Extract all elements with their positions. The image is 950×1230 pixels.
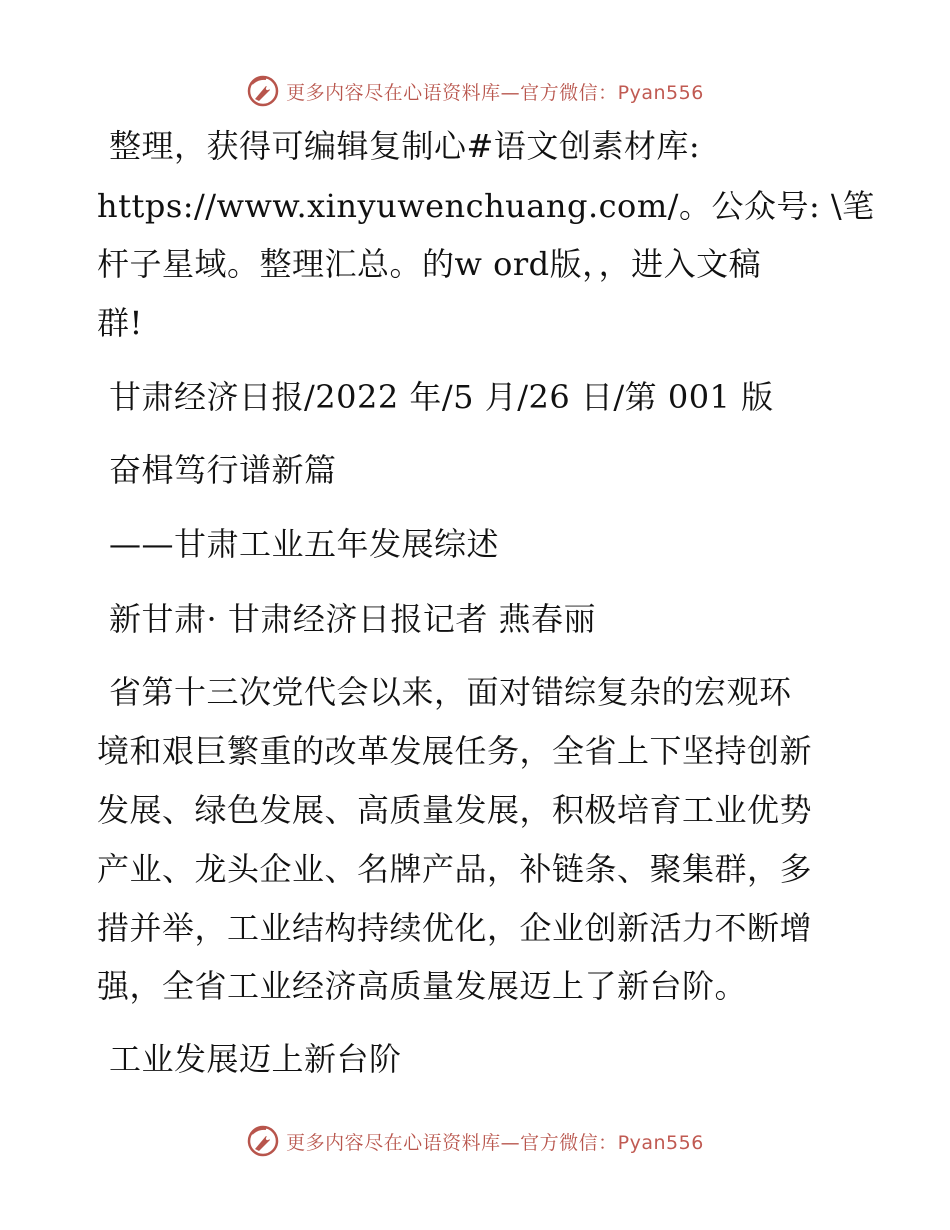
intro-line: 杆子星域。整理汇总。的w ord版，，进入文稿	[97, 245, 762, 283]
section-heading: 工业发展迈上新台阶	[109, 1040, 402, 1078]
body-line: 产业、龙头企业、名牌产品，补链条、聚集群，多	[97, 850, 813, 888]
intro-line: 整理，获得可编辑复制心#语文创素材库:	[109, 127, 701, 165]
article-source: 甘肃经济日报/2022 年/5 月/26 日/第 001 版	[109, 378, 774, 416]
header-banner-text	[286, 78, 704, 105]
pen-nib-circle-icon	[246, 1124, 280, 1158]
article-title: 奋楫笃行谱新篇	[109, 451, 337, 489]
body-line: 强，全省工业经济高质量发展迈上了新台阶。	[97, 967, 748, 1005]
intro-line: https://www.xinyuwenchuang.com/。公众号: \笔	[97, 187, 875, 225]
body-line: 境和艰巨繁重的改革发展任务，全省上下坚持创新	[97, 732, 813, 770]
header-banner	[0, 71, 950, 111]
article-byline: 新甘肃· 甘肃经济日报记者 燕春丽	[109, 600, 597, 638]
body-line: 省第十三次党代会以来，面对错综复杂的宏观环	[109, 673, 792, 711]
body-line: 措并举，工业结构持续优化，企业创新活力不断增	[97, 909, 813, 947]
article-subtitle: ——甘肃工业五年发展综述	[109, 525, 500, 563]
body-line: 发展、绿色发展、高质量发展，积极培育工业优势	[97, 791, 813, 829]
footer-banner-text	[286, 1128, 704, 1155]
banner-handle: Pyan556	[617, 1131, 704, 1154]
banner-handle: Pyan556	[617, 81, 704, 104]
banner-label: 更多内容尽在心语资料库—官方微信：	[286, 1131, 618, 1154]
pen-nib-circle-icon	[246, 74, 280, 108]
banner-label: 更多内容尽在心语资料库—官方微信：	[286, 81, 618, 104]
intro-line: 群!	[97, 304, 143, 342]
footer-banner	[0, 1121, 950, 1161]
